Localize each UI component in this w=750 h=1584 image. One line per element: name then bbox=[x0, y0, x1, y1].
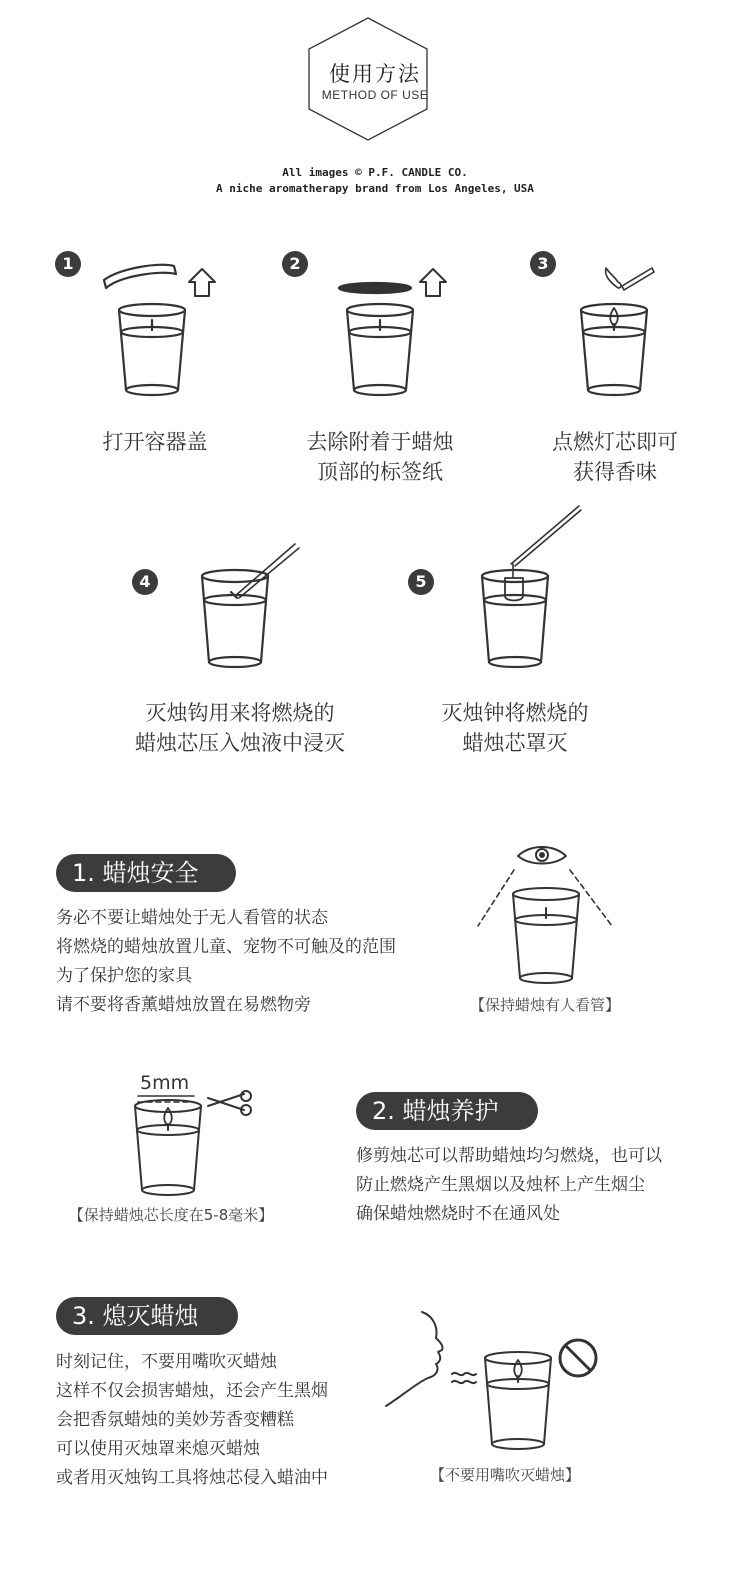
step-3-caption: 点燃灯芯即可 获得香味 bbox=[552, 430, 678, 484]
wick-length-label: 5mm bbox=[140, 1072, 190, 1094]
candle-label-removal-icon bbox=[325, 262, 455, 402]
step-2-caption: 去除附着于蜡烛 顶部的标签纸 bbox=[306, 430, 454, 484]
page-title: 使用方法 bbox=[329, 62, 421, 86]
watching-eye-candle-icon bbox=[470, 840, 630, 990]
step-3-number: 3 bbox=[530, 251, 556, 277]
step-2-number: 2 bbox=[282, 251, 308, 277]
section-care-title: 2. 蜡烛养护 bbox=[356, 1092, 538, 1130]
credit-line-1: All images © P.F. CANDLE CO. bbox=[282, 166, 468, 179]
candle-open-lid-icon bbox=[100, 262, 220, 402]
section-safety-text: 务必不要让蜡烛处于无人看管的状态 将燃烧的蜡烛放置儿童、宠物不可触及的范围 为了保护您的家具 请不要将香薰蜡烛放置在易燃物旁 bbox=[56, 908, 396, 1015]
section-care-text: 修剪烛芯可以帮助蜡烛均匀燃烧，也可以 防止燃烧产生黑烟以及烛杯上产生烟尘 确保蜡烛燃烧时不在通风处 bbox=[356, 1146, 662, 1224]
snuffer-bell-icon bbox=[475, 500, 595, 680]
step-1-caption: 打开容器盖 bbox=[102, 430, 208, 454]
step-4-number: 4 bbox=[132, 569, 158, 595]
section-extinguish-title: 3. 熄灭蜡烛 bbox=[56, 1297, 238, 1335]
section-extinguish-text: 时刻记住，不要用嘴吹灭蜡烛 这样不仅会损害蜡烛，还会产生黑烟 会把香氛蜡烛的美妙芳香变糟糕 可以使用灭烛罩来熄灭蜡烛 或者用灭烛钩工具将烛芯侵入蜡油中 bbox=[56, 1352, 328, 1488]
step-5-caption: 灭烛钟将燃烧的 蜡烛芯罩灭 bbox=[441, 701, 589, 755]
candle-lighting-match-icon bbox=[560, 262, 680, 402]
step-1-number: 1 bbox=[55, 251, 81, 277]
wick-dipper-icon bbox=[195, 540, 315, 680]
no-blowing-candle-icon bbox=[382, 1308, 612, 1458]
step-4-caption: 灭烛钩用来将燃烧的 蜡烛芯压入烛液中浸灭 bbox=[135, 701, 345, 755]
step-5-number: 5 bbox=[408, 569, 434, 595]
wick-trim-scissors-icon bbox=[128, 1092, 268, 1202]
credit-line-2: A niche aromatherapy brand from Los Angeles, USA bbox=[216, 182, 534, 195]
section-safety-note: 【保持蜡烛有人看管】 bbox=[469, 996, 620, 1014]
section-care-note: 【保持蜡烛芯长度在5-8毫米】 bbox=[68, 1206, 274, 1224]
section-extinguish-note: 【不要用嘴吹灭蜡烛】 bbox=[429, 1466, 580, 1484]
section-safety-title: 1. 蜡烛安全 bbox=[56, 854, 236, 892]
page-subtitle: METHOD OF USE bbox=[321, 88, 429, 102]
